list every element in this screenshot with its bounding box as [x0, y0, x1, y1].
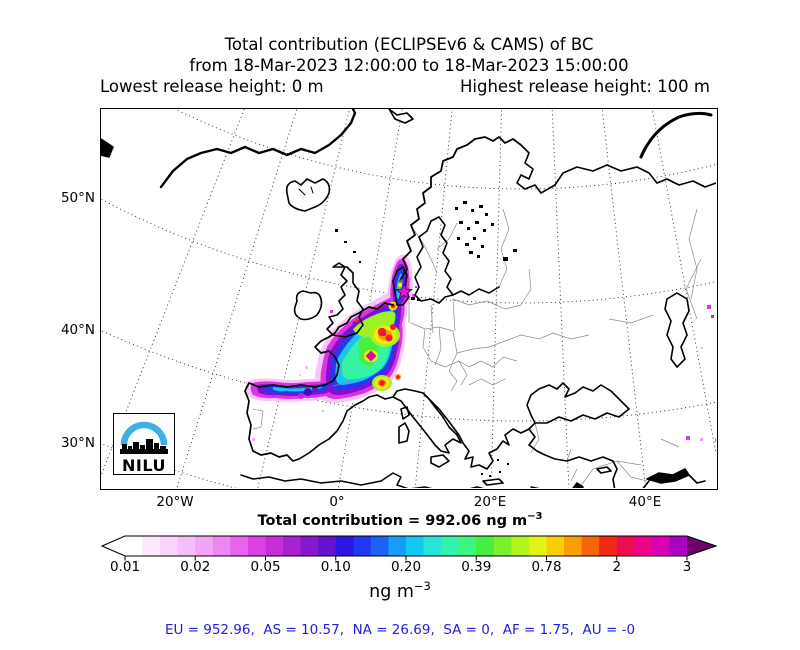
- colorbar-segment: [160, 536, 178, 556]
- figure-subtitle-period: from 18-Mar-2023 12:00:00 to 18-Mar-2023 15:00:00: [189, 56, 629, 75]
- colorbar-segment: [494, 536, 512, 556]
- colorbar-tick-label: 0.39: [461, 559, 492, 575]
- colorbar-segment: [283, 536, 301, 556]
- unit-text: ng m: [369, 581, 414, 602]
- nilu-logo-text: NILU: [122, 456, 166, 475]
- colorbar-segment: [599, 536, 617, 556]
- colorbar-segment: [476, 536, 494, 556]
- colorbar-segment: [213, 536, 231, 556]
- colorbar-segment: [617, 536, 635, 556]
- lat-label-30n: 30°N: [60, 435, 95, 451]
- colorbar-segment: [634, 536, 652, 556]
- region-contributions-line: EU = 952.96, AS = 10.57, NA = 26.69, SA = 0, AF = 1.75, AU = -0: [164, 622, 636, 638]
- release-height-line: [100, 77, 710, 96]
- figure-title: Total contribution (ECLIPSEv6 & CAMS) of BC: [224, 35, 594, 54]
- colorbar-right-arrow: [687, 536, 716, 556]
- colorbar-segment: [547, 536, 565, 556]
- map-svg: [101, 109, 716, 488]
- colorbar-unit-label: [0, 579, 800, 602]
- colorbar-tick-labels: [0, 559, 800, 577]
- colorbar-segment: [178, 536, 196, 556]
- lon-label-40e: 40°E: [628, 494, 662, 510]
- colorbar-segment: [406, 536, 424, 556]
- colorbar-title: [0, 511, 800, 529]
- colorbar-segment: [582, 536, 600, 556]
- nilu-logo-graphic: [115, 414, 173, 456]
- colorbar-segment: [459, 536, 477, 556]
- colorbar-segment: [388, 536, 406, 556]
- country-borders: [253, 209, 701, 488]
- colorbar-segment: [336, 536, 354, 556]
- colorbar-segment: [669, 536, 687, 556]
- lat-label-40n: 40°N: [60, 322, 95, 338]
- lon-label-20w: 20°W: [156, 494, 194, 510]
- colorbar-segment: [125, 536, 143, 556]
- nilu-logo: [113, 413, 175, 475]
- colorbar-tick-label: 0.05: [250, 559, 281, 575]
- lowest-release-height: Lowest release height: 0 m: [100, 77, 324, 96]
- colorbar-segment: [143, 536, 161, 556]
- colorbar-segment: [564, 536, 582, 556]
- colorbar-segment: [424, 536, 442, 556]
- colorbar-title-text: Total contribution = 992.06 ng m: [257, 512, 528, 529]
- colorbar-segment: [353, 536, 371, 556]
- colorbar-segment: [301, 536, 319, 556]
- colorbar-tick-label: 3: [682, 559, 692, 575]
- colorbar-segment: [266, 536, 284, 556]
- colorbar-segment: [318, 536, 336, 556]
- colorbar-tick-label: 0.02: [180, 559, 211, 575]
- colorbar-tick-label: 2: [612, 559, 622, 575]
- colorbar-title-exponent: −3: [527, 511, 543, 522]
- colorbar-tick-label: 0.01: [109, 559, 141, 575]
- lat-label-50n: 50°N: [60, 190, 95, 206]
- figure-title-block: [100, 34, 718, 76]
- colorbar-tick-label: 0.78: [531, 559, 562, 575]
- nilu-arc-icon: [124, 425, 164, 445]
- lon-label-20e: 20°E: [473, 494, 507, 510]
- highest-release-height: Highest release height: 100 m: [459, 77, 710, 96]
- colorbar-segment: [248, 536, 266, 556]
- colorbar-segment: [652, 536, 670, 556]
- colorbar-segment: [441, 536, 459, 556]
- map-canvas: [100, 108, 718, 490]
- colorbar-segment: [511, 536, 529, 556]
- colorbar-segment: [371, 536, 389, 556]
- lon-label-0: 0°: [329, 494, 345, 510]
- colorbar-tick-label: 0.10: [320, 559, 351, 575]
- colorbar-left-arrow: [102, 536, 125, 556]
- colorbar-tick-label: 0.20: [390, 559, 422, 575]
- colorbar-segment: [195, 536, 213, 556]
- colorbar-segment: [230, 536, 248, 556]
- colorbar-segment: [529, 536, 547, 556]
- unit-exponent: −3: [413, 579, 431, 593]
